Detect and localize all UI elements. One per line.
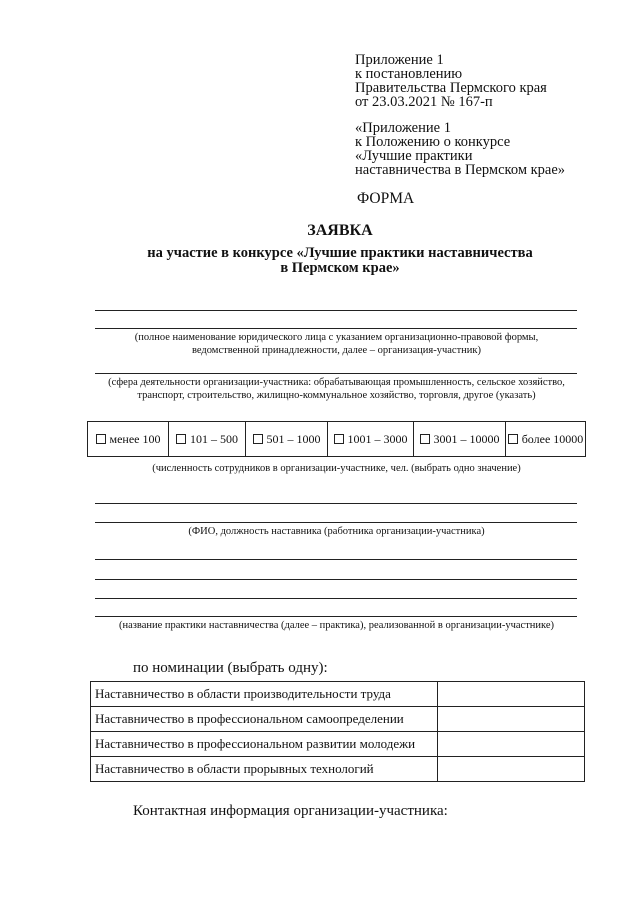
table-row: [91, 757, 584, 781]
employee-option-label: 101 – 500: [190, 431, 238, 446]
employee-option[interactable]: [88, 422, 169, 456]
caption-line: ведомственной принадлежности, далее – организация-участник): [191, 345, 482, 356]
caption-line: (полное наименование юридического лица с указанием организационно-правовой формы,: [134, 332, 539, 343]
appendix-line: Правительства Пермского края: [355, 80, 547, 96]
nominations-heading: по номинации (выбрать одну):: [133, 660, 328, 676]
caption-line: (численность сотрудников в организации-участнике, чел. (выбрать одно значение): [152, 463, 521, 474]
document-subtitle: [0, 246, 640, 276]
contacts-heading: Контактная информация организации-участника:: [133, 803, 448, 819]
sphere-caption: [87, 376, 586, 402]
nomination-select-cell[interactable]: [438, 682, 584, 706]
caption-line: (ФИО, должность наставника (работника организации-участника): [188, 526, 485, 537]
sphere-line[interactable]: [95, 373, 577, 374]
appendix-line: Приложение 1: [355, 52, 444, 68]
table-row: [91, 707, 584, 732]
nomination-label: Наставничество в профессиональном развитии молодежи: [91, 732, 438, 756]
nomination-label: Наставничество в области прорывных технологий: [91, 757, 438, 781]
checkbox-icon[interactable]: [96, 434, 106, 444]
appendix-original-line: наставничества в Пермском крае»: [355, 162, 566, 178]
document-title: ЗАЯВКА: [307, 222, 373, 239]
caption-line: (сфера деятельности организации-участника: обрабатывающая промышленность, сельское хозяйство,: [108, 377, 565, 388]
employee-option-label: более 10000: [521, 431, 584, 446]
appendix-block: [355, 53, 547, 109]
appendix-original-line: «Приложение 1: [355, 120, 451, 136]
employee-count-caption: [87, 462, 586, 475]
caption-line: транспорт, строительство, жилищно-коммунальное хозяйство, торговля, другое (указать): [137, 390, 536, 401]
practice-line[interactable]: [95, 616, 577, 617]
org-name-line[interactable]: [95, 310, 577, 311]
employee-count-table: [87, 421, 586, 457]
employee-option[interactable]: [169, 422, 246, 456]
org-name-line[interactable]: [95, 328, 577, 329]
appendix-original-block: [355, 121, 565, 177]
nomination-select-cell[interactable]: [438, 707, 584, 731]
nomination-select-cell[interactable]: [438, 757, 584, 781]
checkbox-icon[interactable]: [253, 434, 263, 444]
table-row: [91, 732, 584, 757]
employee-option-label: 501 – 1000: [266, 431, 321, 446]
employee-option-label: 3001 – 10000: [433, 431, 500, 446]
employee-option[interactable]: [414, 422, 506, 456]
employee-option[interactable]: [506, 422, 585, 456]
form-label: ФОРМА: [357, 190, 415, 207]
nomination-label: Наставничество в профессиональном самоопределении: [91, 707, 438, 731]
employee-option[interactable]: [246, 422, 328, 456]
checkbox-icon[interactable]: [420, 434, 430, 444]
table-row: [91, 682, 584, 707]
employee-option[interactable]: [328, 422, 414, 456]
caption-line: (название практики наставничества (далее – практика), реализованной в организации-участнике): [118, 620, 555, 631]
org-name-caption: [87, 331, 586, 357]
checkbox-icon[interactable]: [334, 434, 344, 444]
nomination-label: Наставничество в области производительности труда: [91, 682, 438, 706]
nomination-select-cell[interactable]: [438, 732, 584, 756]
subtitle-line: в Пермском крае»: [280, 260, 400, 276]
employee-option-label: менее 100: [109, 431, 161, 446]
appendix-original-line: «Лучшие практики: [355, 148, 473, 164]
checkbox-icon[interactable]: [176, 434, 186, 444]
employee-option-label: 1001 – 3000: [347, 431, 408, 446]
appendix-line: от 23.03.2021 № 167-п: [355, 94, 493, 110]
practice-line[interactable]: [95, 579, 577, 580]
mentor-caption: [87, 525, 586, 538]
appendix-line: к постановлению: [355, 66, 463, 82]
mentor-line[interactable]: [95, 503, 577, 504]
appendix-original-line: к Положению о конкурсе: [355, 134, 511, 150]
mentor-line[interactable]: [95, 522, 577, 523]
practice-line[interactable]: [95, 598, 577, 599]
nominations-table: [90, 681, 585, 782]
practice-line[interactable]: [95, 559, 577, 560]
subtitle-line: на участие в конкурсе «Лучшие практики наставничества: [147, 245, 533, 261]
checkbox-icon[interactable]: [508, 434, 518, 444]
practice-caption: [87, 619, 586, 632]
